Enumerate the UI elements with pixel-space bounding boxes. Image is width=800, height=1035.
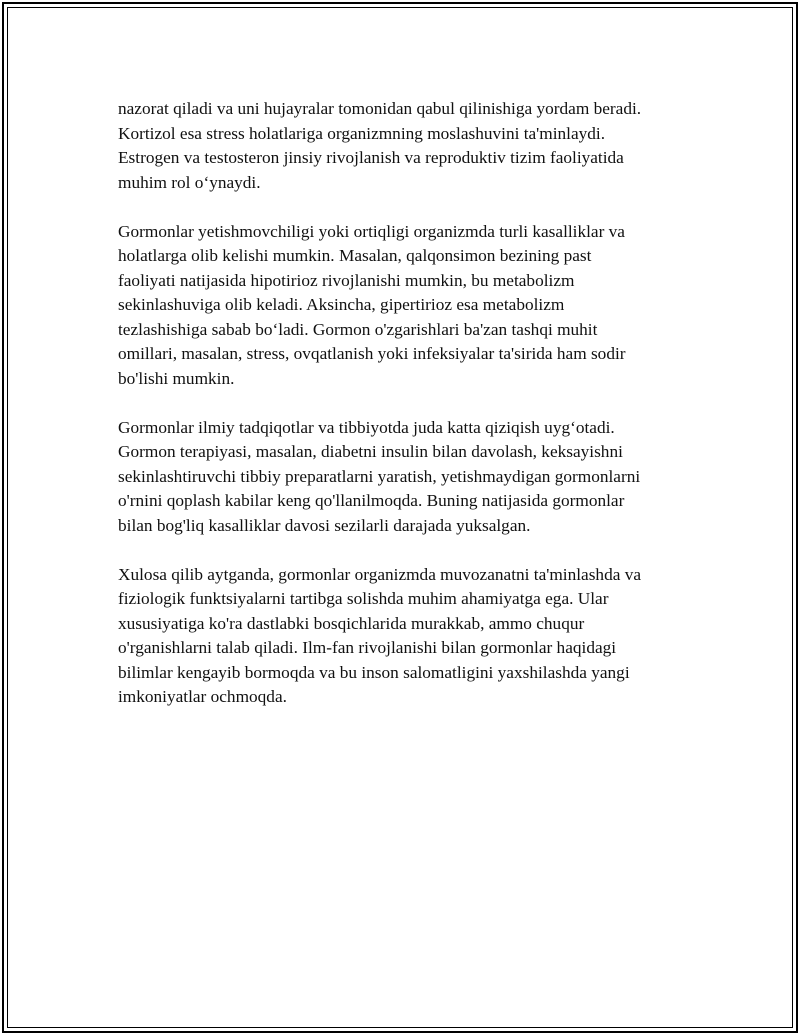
text-line: Gormon terapiyasi, masalan, diabetni insulin bilan davolash, keksayishni (118, 442, 623, 461)
text-line: sekinlashtiruvchi tibbiy preparatlarni yaratish, yetishmaydigan gormonlarni (118, 466, 641, 486)
paragraph-conclusion (118, 563, 698, 710)
text-line: Gormonlar ilmiy tadqiqotlar va tibbiyotda juda katta qiziqish uyg‘otadi. (118, 417, 615, 437)
text-line: faoliyati natijasida hipotirioz rivojlanishi mumkin, bu metabolizm (118, 270, 575, 290)
text-line: tezlashishiga sabab bo‘ladi. Gormon o'zgarishlari ba'zan tashqi muhit (118, 319, 598, 339)
text-line: omillari, masalan, stress, ovqatlanish yoki infeksiyalar ta'sirida ham sodir (118, 344, 626, 363)
document-page (2, 2, 798, 1033)
paragraph-hormone-disorders (118, 220, 698, 392)
text-line: Estrogen va testosteron jinsiy rivojlanish va reproduktiv tizim faoliyatida (118, 148, 624, 167)
text-line: bilimlar kengayib bormoqda va bu inson salomatligini yaxshilashda yangi (118, 662, 630, 682)
text-line: bilan bog'liq kasalliklar davosi sezilarli darajada yuksalgan. (118, 515, 531, 535)
text-line: Xulosa qilib aytganda, gormonlar organizmda muvozanatni ta'minlashda va (118, 564, 642, 584)
text-line: Kortizol esa stress holatlariga organizmning moslashuvini ta'minlaydi. (118, 123, 606, 143)
document-body (118, 97, 698, 734)
text-line: o'rnini qoplash kabilar keng qo'llanilmoqda. Buning natijasida gormonlar (118, 491, 625, 510)
text-line: bo'lishi mumkin. (118, 368, 235, 388)
text-line: holatlarga olib kelishi mumkin. Masalan, qalqonsimon bezining past (118, 246, 592, 265)
text-line: xususiyatiga ko'ra dastlabki bosqichlarida murakkab, ammo chuqur (118, 613, 585, 633)
text-line: fiziologik funktsiyalarni tartibga solishda muhim ahamiyatga ega. Ular (118, 589, 609, 608)
text-line: Gormonlar yetishmovchiligi yoki ortiqligi organizmda turli kasalliklar va (118, 221, 625, 241)
text-line: imkoniyatlar ochmoqda. (118, 687, 287, 706)
text-line: sekinlashuviga olib keladi. Aksincha, gipertirioz esa metabolizm (118, 295, 565, 314)
text-line: nazorat qiladi va uni hujayralar tomonidan qabul qilinishiga yordam beradi. (118, 99, 642, 118)
paragraph-hormone-functions (118, 97, 698, 195)
paragraph-hormone-research (118, 416, 698, 539)
text-line: muhim rol o‘ynaydi. (118, 172, 261, 192)
text-line: o'rganishlarni talab qiladi. Ilm-fan rivojlanishi bilan gormonlar haqidagi (118, 638, 617, 657)
